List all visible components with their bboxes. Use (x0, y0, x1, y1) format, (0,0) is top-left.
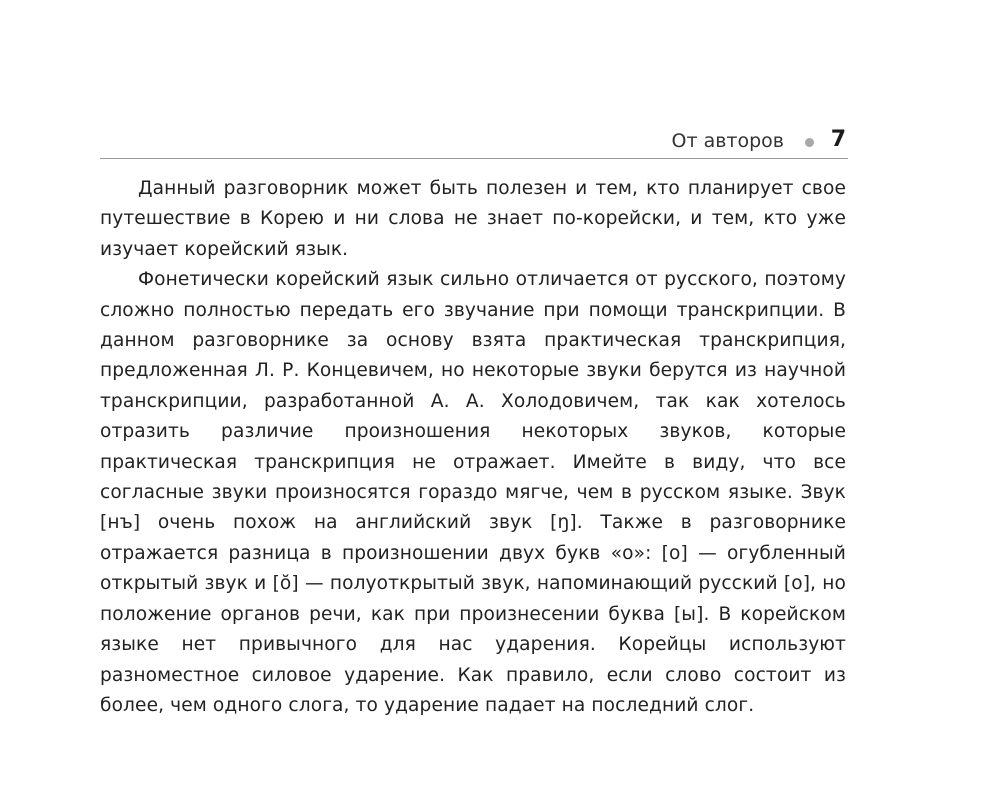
body-paragraph: Данный разговорник может быть полезен и тем, кто планирует свое путешествие в Корею и ни слова не знает по-корейски, и тем, кто уже изучает корейский язык. (100, 178, 846, 260)
running-header (100, 122, 848, 159)
body-paragraph: Фонетически корейский язык сильно отличается от русского, поэтому сложно полностью передать его звучание при помощи транскрипции. В данном разговорнике за основу взята практическая транскрипция, предложенная Л. Р. Концевичем, но некоторые звуки берутся из научной транскрипции, разработанной А. А. Холодовичем, так как хотелось отразить различие произношения некоторых звуков, которые практическая транскрипция не отражает. Имейте в виду, что все согласные звуки произносятся гораздо мягче, чем в русском языке. Звук [нъ] очень похож на английский звук [ŋ]. Также в разговорнике отражается разница в произношении двух букв «о»: [о] — огубленный открытый звук и [ŏ] — полуоткрытый звук, напоминающий русский [о], но положение органов речи, как при произнесении буква [ы]. В корейском языке нет привычного для нас ударения. Корейцы используют разноместное силовое ударение. Как правило, если слово состоит из более, чем одного слога, то ударение падает на последний слог. (100, 269, 846, 716)
bullet-separator-icon (805, 138, 814, 147)
page-number: 7 (830, 127, 846, 152)
section-title: От авторов (671, 130, 784, 152)
page-body (100, 174, 846, 721)
